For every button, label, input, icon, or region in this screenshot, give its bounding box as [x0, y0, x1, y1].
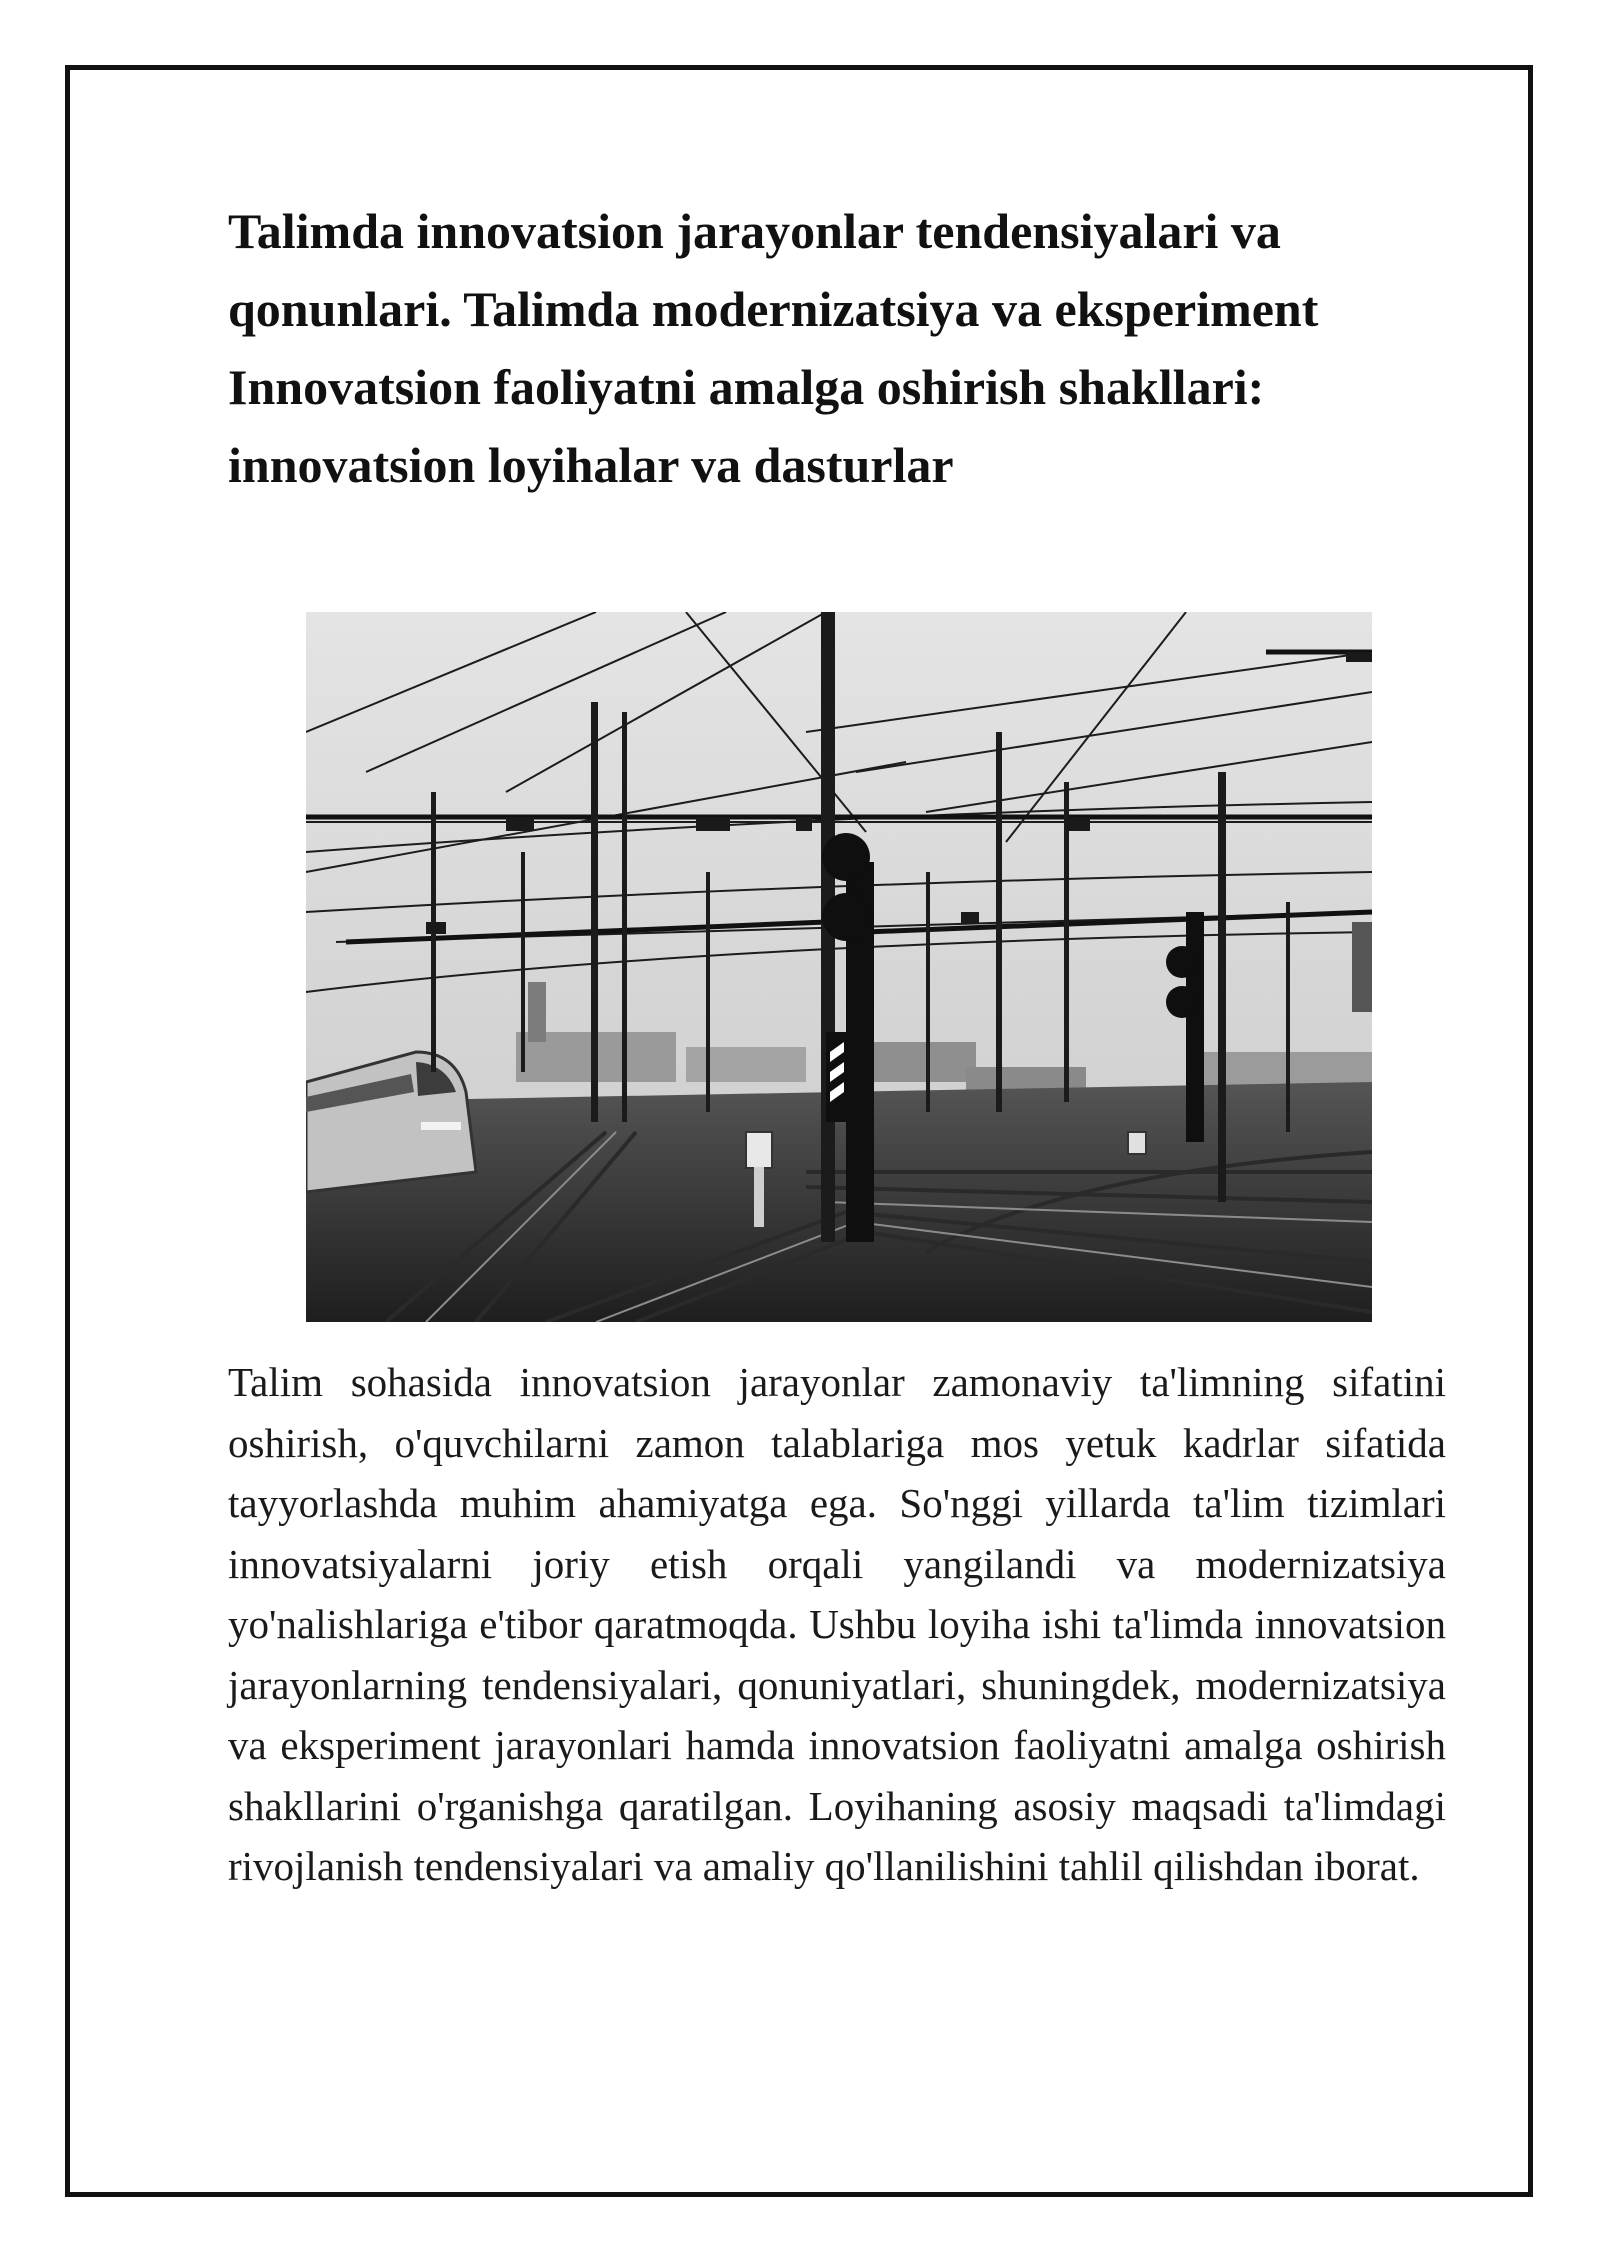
page-title: Talimda innovatsion jarayonlar tendensiyalari va qonunlari. Talimda modernizatsiya va eksperiment Innovatsion faoliyatni amalga oshirish shakllari: innovatsion loyihalar va dasturlar	[228, 203, 1319, 493]
railway-illustration	[306, 612, 1372, 1322]
body-paragraph: Talim sohasida innovatsion jarayonlar zamonaviy ta'limning sifatini oshirish, o'quvchilarni zamon talablariga mos yetuk kadrlar sifatida tayyorlashda muhim ahamiyatga ega. So'nggi yillarda ta'lim tizimlari innovatsiyalarni joriy etish orqali yangilandi va modernizatsiya yo'nalishlariga e'tibor qaratmoqda. Ushbu loyiha ishi ta'limda innovatsion jarayonlarning tendensiyalari, qonuniyatlari, shuningdek, modernizatsiya va eksperiment jarayonlari hamda innovatsion faoliyatni amalga oshirish shakllarini o'rganishga qaratilgan. Loyihaning asosiy maqsadi ta'limdagi rivojlanish tendensiyalari va amaliy qo'llanilishini tahlil qilishdan iborat.	[228, 1359, 1446, 1889]
railway-station-photo	[306, 612, 1372, 1322]
